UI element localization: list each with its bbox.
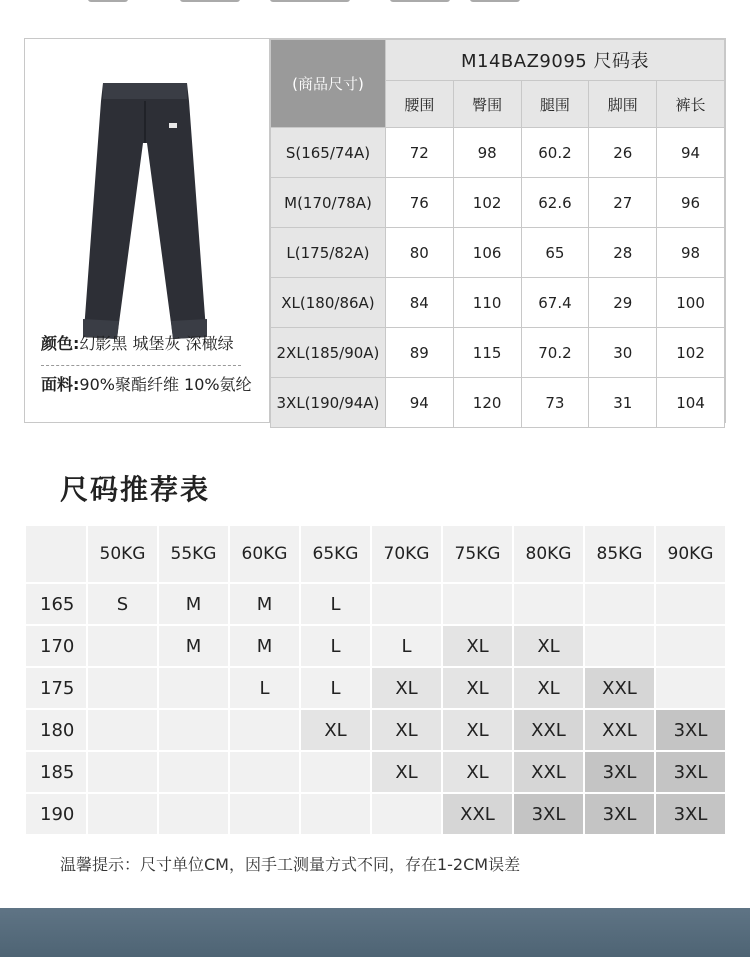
recommend-cell <box>513 583 584 625</box>
product-color: 颜色:幻影黑 城堡灰 深橄绿 <box>41 334 234 353</box>
size-value: 31 <box>589 378 657 428</box>
size-row <box>271 378 725 428</box>
recommend-cell: XXL <box>513 709 584 751</box>
weight-header: 90KG <box>655 525 726 583</box>
recommend-cell: 3XL <box>584 751 655 793</box>
recommend-cell <box>158 709 229 751</box>
size-column-header: 臀围 <box>453 81 521 128</box>
recommend-cell: L <box>300 625 371 667</box>
size-value: 98 <box>453 128 521 178</box>
size-label: L(175/82A) <box>271 228 386 278</box>
size-column-header: 腰围 <box>385 81 453 128</box>
recommend-cell <box>655 625 726 667</box>
recommend-cell: XL <box>442 751 513 793</box>
recommend-cell: L <box>371 625 442 667</box>
recommend-cell: L <box>300 583 371 625</box>
weight-header: 65KG <box>300 525 371 583</box>
size-label: 2XL(185/90A) <box>271 328 386 378</box>
size-value: 84 <box>385 278 453 328</box>
recommend-cell <box>87 793 158 835</box>
recommend-cell: XL <box>513 625 584 667</box>
size-row <box>271 178 725 228</box>
top-cropped-fragment <box>0 0 750 8</box>
size-column-header: 裤长 <box>657 81 725 128</box>
recommend-cell: XXL <box>513 751 584 793</box>
recommend-cell: XXL <box>584 709 655 751</box>
recommend-cell: XL <box>371 667 442 709</box>
recommend-cell <box>442 583 513 625</box>
height-row <box>25 793 726 835</box>
recommend-cell <box>300 751 371 793</box>
size-value: 29 <box>589 278 657 328</box>
recommend-cell <box>584 583 655 625</box>
recommend-cell: XL <box>371 751 442 793</box>
weight-header-row <box>25 525 726 583</box>
size-value: 73 <box>521 378 589 428</box>
recommend-cell: 3XL <box>655 751 726 793</box>
pants-image <box>75 79 215 341</box>
recommend-cell <box>158 667 229 709</box>
recommend-cell <box>300 793 371 835</box>
height-row <box>25 751 726 793</box>
recommend-title: 尺码推荐表 <box>60 473 211 506</box>
recommend-cell <box>371 793 442 835</box>
recommend-table <box>24 524 727 836</box>
recommend-cell: L <box>229 667 300 709</box>
recommend-cell <box>655 583 726 625</box>
size-label: M(170/78A) <box>271 178 386 228</box>
size-value: 106 <box>453 228 521 278</box>
height-label: 190 <box>25 793 87 835</box>
size-row <box>271 328 725 378</box>
recommend-cell: S <box>87 583 158 625</box>
recommend-cell <box>87 751 158 793</box>
size-value: 62.6 <box>521 178 589 228</box>
size-table-title: M14BAZ9095 尺码表 <box>385 40 724 81</box>
size-value: 67.4 <box>521 278 589 328</box>
size-value: 104 <box>657 378 725 428</box>
recommend-cell: XL <box>442 709 513 751</box>
size-value: 94 <box>385 378 453 428</box>
size-label: 3XL(190/94A) <box>271 378 386 428</box>
recommend-cell: XXL <box>584 667 655 709</box>
recommend-cell <box>87 709 158 751</box>
recommend-cell <box>655 667 726 709</box>
height-label: 170 <box>25 625 87 667</box>
size-value: 110 <box>453 278 521 328</box>
size-row <box>271 278 725 328</box>
height-row <box>25 667 726 709</box>
recommend-cell <box>584 625 655 667</box>
recommend-cell: M <box>158 583 229 625</box>
recommend-cell <box>229 709 300 751</box>
recommend-cell: 3XL <box>655 709 726 751</box>
weight-header: 55KG <box>158 525 229 583</box>
recommend-cell: 3XL <box>655 793 726 835</box>
size-value: 72 <box>385 128 453 178</box>
size-value: 100 <box>657 278 725 328</box>
recommend-cell: M <box>158 625 229 667</box>
divider <box>41 365 241 366</box>
size-row <box>271 128 725 178</box>
size-value: 28 <box>589 228 657 278</box>
size-value: 60.2 <box>521 128 589 178</box>
size-row <box>271 228 725 278</box>
recommend-cell: XL <box>513 667 584 709</box>
weight-header: 60KG <box>229 525 300 583</box>
corner-cell <box>25 525 87 583</box>
size-value: 70.2 <box>521 328 589 378</box>
height-label: 180 <box>25 709 87 751</box>
product-panel <box>25 39 270 422</box>
size-column-header: 脚围 <box>589 81 657 128</box>
recommend-cell <box>87 625 158 667</box>
recommend-cell: XL <box>300 709 371 751</box>
recommend-cell: M <box>229 625 300 667</box>
bottom-banner-image <box>0 908 750 957</box>
height-row <box>25 625 726 667</box>
size-value: 89 <box>385 328 453 378</box>
recommend-cell: XL <box>442 667 513 709</box>
weight-header: 50KG <box>87 525 158 583</box>
recommend-cell: XXL <box>442 793 513 835</box>
height-label: 165 <box>25 583 87 625</box>
recommend-cell: M <box>229 583 300 625</box>
recommend-cell <box>158 751 229 793</box>
weight-header: 80KG <box>513 525 584 583</box>
size-label: XL(180/86A) <box>271 278 386 328</box>
weight-header: 70KG <box>371 525 442 583</box>
size-value: 76 <box>385 178 453 228</box>
recommend-cell: L <box>300 667 371 709</box>
size-column-header: 腿围 <box>521 81 589 128</box>
size-table <box>270 39 725 428</box>
size-label: S(165/74A) <box>271 128 386 178</box>
size-value: 115 <box>453 328 521 378</box>
size-value: 26 <box>589 128 657 178</box>
recommend-cell: 3XL <box>513 793 584 835</box>
size-chart <box>24 38 726 423</box>
recommend-cell <box>87 667 158 709</box>
measurement-tip: 温馨提示：尺寸单位CM，因手工测量方式不同，存在1-2CM误差 <box>60 855 521 874</box>
height-row <box>25 709 726 751</box>
size-value: 96 <box>657 178 725 228</box>
height-row <box>25 583 726 625</box>
size-value: 98 <box>657 228 725 278</box>
recommend-cell: XL <box>442 625 513 667</box>
recommend-cell <box>229 793 300 835</box>
size-header-label: (商品尺寸) <box>271 40 386 128</box>
recommend-cell: 3XL <box>584 793 655 835</box>
size-value: 102 <box>657 328 725 378</box>
size-value: 120 <box>453 378 521 428</box>
size-value: 27 <box>589 178 657 228</box>
size-value: 80 <box>385 228 453 278</box>
height-label: 185 <box>25 751 87 793</box>
height-label: 175 <box>25 667 87 709</box>
recommend-cell <box>229 751 300 793</box>
size-value: 94 <box>657 128 725 178</box>
size-value: 65 <box>521 228 589 278</box>
recommend-cell <box>158 793 229 835</box>
size-value: 30 <box>589 328 657 378</box>
recommend-cell: XL <box>371 709 442 751</box>
weight-header: 85KG <box>584 525 655 583</box>
weight-header: 75KG <box>442 525 513 583</box>
recommend-cell <box>371 583 442 625</box>
size-value: 102 <box>453 178 521 228</box>
product-fabric: 面料:90%聚酯纤维 10%氨纶 <box>41 375 252 394</box>
